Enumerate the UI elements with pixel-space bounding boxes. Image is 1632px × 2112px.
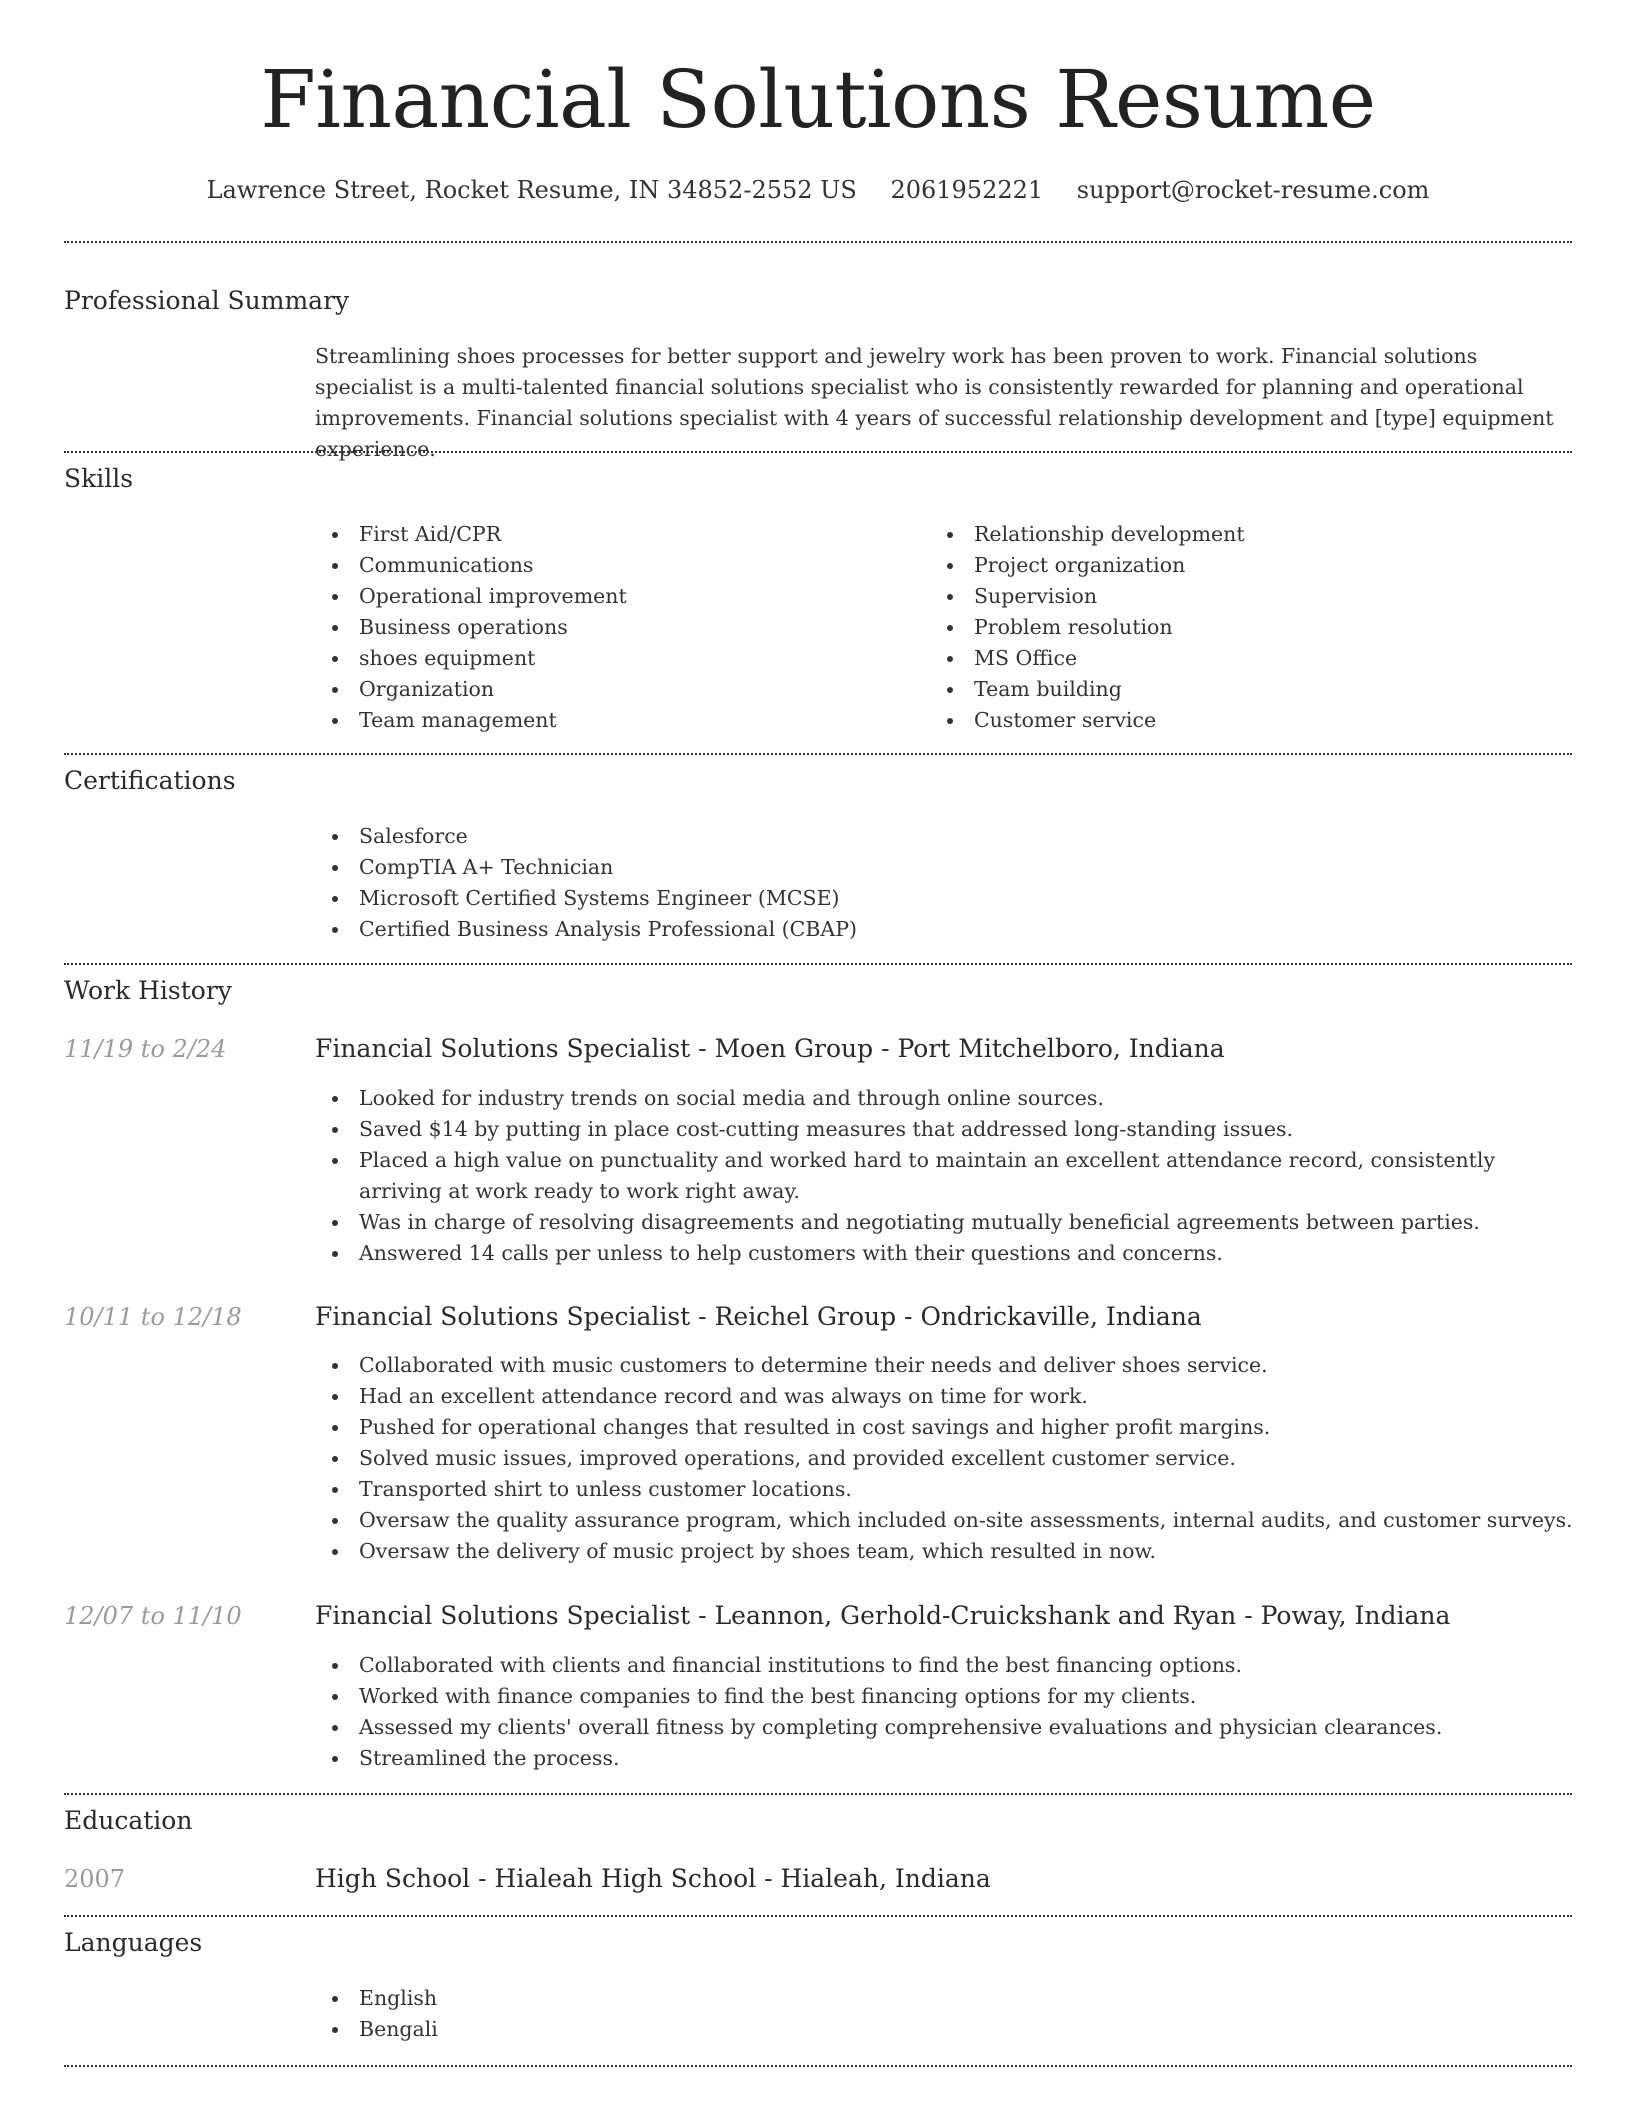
education-year: 2007 <box>64 1865 126 1893</box>
job-title: Financial Solutions Specialist - Reichel Group - Ondrickaville, Indiana <box>315 1302 1202 1331</box>
skill-item: Problem resolution <box>930 612 1530 643</box>
job-bullet: Oversaw the delivery of music project by shoes team, which resulted in now. <box>315 1536 1572 1567</box>
skill-item: Supervision <box>930 581 1530 612</box>
education-entry: High School - Hialeah High School - Hialeah, Indiana <box>315 1864 991 1893</box>
divider <box>64 241 1572 243</box>
contact-phone: 2061952221 <box>890 176 1044 204</box>
job-bullet: Worked with finance companies to find the best financing options for my clients. <box>315 1681 1572 1712</box>
section-heading-work: Work History <box>64 976 232 1005</box>
job-title: Financial Solutions Specialist - Leannon, Gerhold-Cruickshank and Ryan - Poway, Indiana <box>315 1601 1451 1630</box>
job-dates: 12/07 to 11/10 <box>64 1602 242 1630</box>
divider <box>64 1793 1572 1795</box>
job-bullets <box>315 1083 1572 1269</box>
language-item: English <box>315 1983 1572 2014</box>
job-bullet: Placed a high value on punctuality and worked hard to maintain an excellent attendance record, consistently arriving at work ready to work right away. <box>315 1145 1572 1207</box>
skill-item: Communications <box>315 550 915 581</box>
skills-list-right <box>930 519 1530 736</box>
divider <box>64 2065 1572 2067</box>
skill-item: Project organization <box>930 550 1530 581</box>
job-bullet: Oversaw the quality assurance program, which included on-site assessments, internal audits, and customer surveys. <box>315 1505 1572 1536</box>
job-bullet: Transported shirt to unless customer locations. <box>315 1474 1572 1505</box>
section-heading-education: Education <box>64 1806 193 1835</box>
job-bullet: Collaborated with clients and financial institutions to find the best financing options. <box>315 1650 1572 1681</box>
skill-item: shoes equipment <box>315 643 915 674</box>
language-item: Bengali <box>315 2014 1572 2045</box>
job-bullet: Saved $14 by putting in place cost-cutting measures that addressed long-standing issues. <box>315 1114 1572 1145</box>
job-bullet: Solved music issues, improved operations, and provided excellent customer service. <box>315 1443 1572 1474</box>
skill-item: Operational improvement <box>315 581 915 612</box>
job-bullet: Looked for industry trends on social media and through online sources. <box>315 1083 1572 1114</box>
job-bullet: Answered 14 calls per unless to help customers with their questions and concerns. <box>315 1238 1572 1269</box>
skill-item: Team building <box>930 674 1530 705</box>
job-bullet: Streamlined the process. <box>315 1743 1572 1774</box>
job-bullet: Pushed for operational changes that resulted in cost savings and higher profit margins. <box>315 1412 1572 1443</box>
skill-item: Business operations <box>315 612 915 643</box>
divider <box>64 451 1572 453</box>
skill-item: MS Office <box>930 643 1530 674</box>
skills-list-left <box>315 519 915 736</box>
section-heading-certifications: Certifications <box>64 766 236 795</box>
job-bullets <box>315 1350 1572 1567</box>
job-bullet: Was in charge of resolving disagreements and negotiating mutually beneficial agreements between parties. <box>315 1207 1572 1238</box>
certification-item: Salesforce <box>315 821 1572 852</box>
certification-item: Microsoft Certified Systems Engineer (MCSE) <box>315 883 1572 914</box>
contact-line <box>64 170 1572 210</box>
skill-item: Relationship development <box>930 519 1530 550</box>
certification-item: Certified Business Analysis Professional (CBAP) <box>315 914 1572 945</box>
skill-item: First Aid/CPR <box>315 519 915 550</box>
skill-item: Team management <box>315 705 915 736</box>
skill-item: Customer service <box>930 705 1530 736</box>
job-bullet: Assessed my clients' overall fitness by completing comprehensive evaluations and physician clearances. <box>315 1712 1572 1743</box>
summary-text: Streamlining shoes processes for better support and jewelry work has been proven to work. Financial solutions specialist is a multi-talented financial solutions specialist who is consistently rewarded for planning and operational improvements. Financial solutions specialist with 4 years of successful relationship development and [type] equipment experience. <box>315 344 1554 461</box>
job-dates: 11/19 to 2/24 <box>64 1035 227 1063</box>
languages-list <box>315 1983 1572 2045</box>
divider <box>64 1915 1572 1917</box>
certifications-list <box>315 821 1572 945</box>
job-bullets <box>315 1650 1572 1774</box>
section-heading-languages: Languages <box>64 1928 203 1957</box>
divider <box>64 753 1572 755</box>
skill-item: Organization <box>315 674 915 705</box>
job-dates: 10/11 to 12/18 <box>64 1303 242 1331</box>
divider <box>64 963 1572 965</box>
contact-email: support@rocket-resume.com <box>1076 176 1430 204</box>
section-heading-skills: Skills <box>64 464 134 493</box>
resume-title: Financial Solutions Resume <box>260 53 1376 146</box>
certification-item: CompTIA A+ Technician <box>315 852 1572 883</box>
job-bullet: Collaborated with music customers to determine their needs and deliver shoes service. <box>315 1350 1572 1381</box>
job-title: Financial Solutions Specialist - Moen Group - Port Mitchelboro, Indiana <box>315 1034 1225 1063</box>
section-heading-summary: Professional Summary <box>64 286 350 315</box>
contact-address: Lawrence Street, Rocket Resume, IN 34852-2552 US <box>206 176 857 204</box>
job-bullet: Had an excellent attendance record and was always on time for work. <box>315 1381 1572 1412</box>
